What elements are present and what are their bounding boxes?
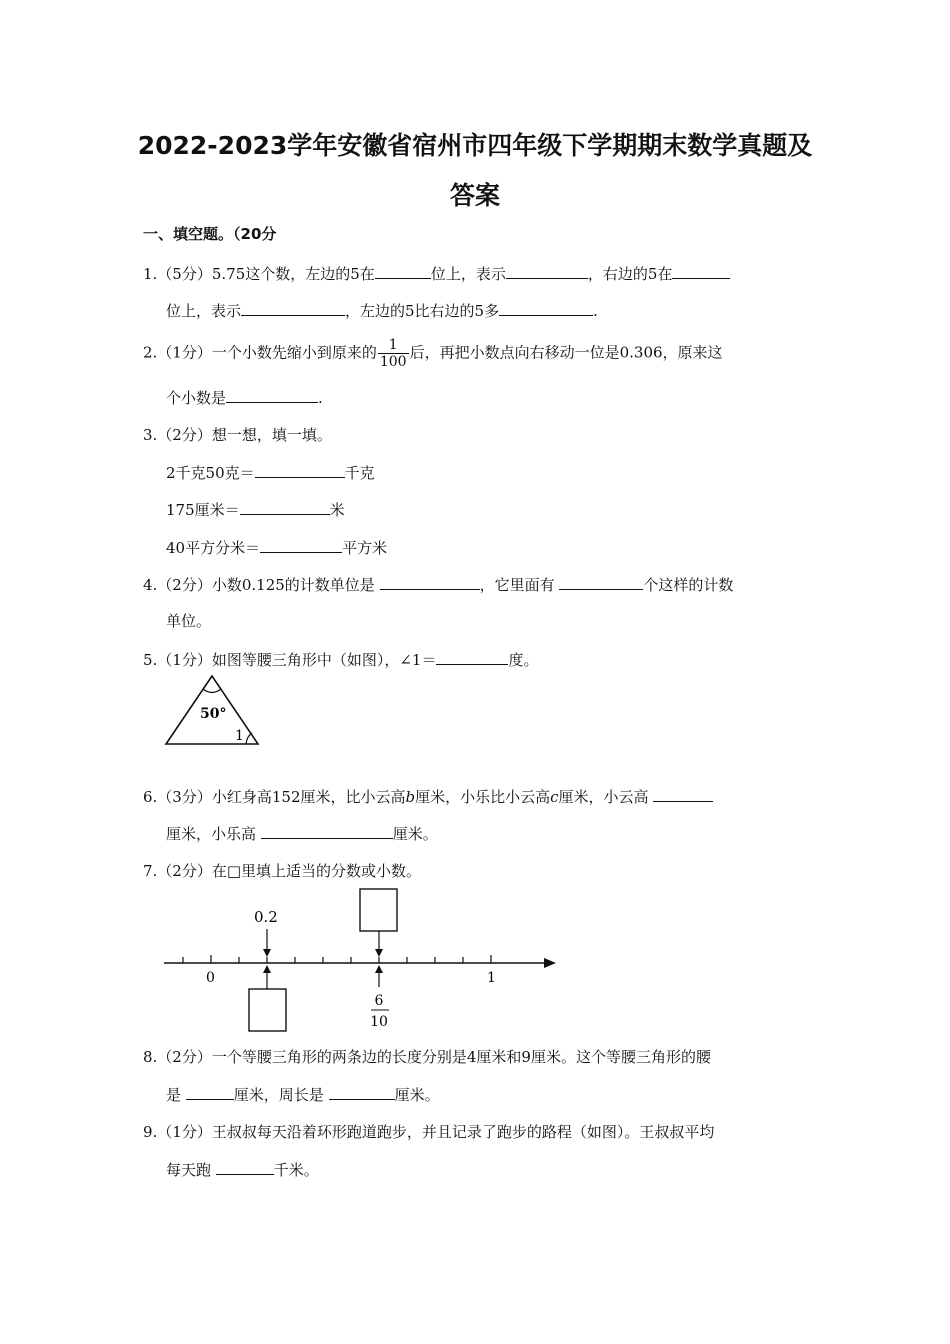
number-line-label-0: 0 [206, 970, 215, 986]
question-1-line-1 [143, 262, 730, 284]
q9-blank[interactable] [216, 1158, 274, 1175]
q2-text-c: 个小数是 [166, 389, 227, 407]
question-5-line-1 [143, 648, 538, 670]
q4-text-b: ，它里面有 [479, 576, 555, 594]
q4-blank-2[interactable] [559, 573, 643, 590]
number-line-label-1: 1 [487, 970, 496, 986]
q1-text-a: 1.（5分）5.75这个数，左边的5在 [143, 265, 375, 283]
question-4-line-1 [143, 573, 733, 595]
q6-text-e: 厘米。 [392, 825, 438, 843]
q4-text-a: 4.（2分）小数0.125的计数单位是 [143, 576, 375, 594]
q5-text-b: 度。 [508, 651, 539, 669]
question-6-line-2 [166, 822, 438, 844]
q3-item-3-left: 40平方分米＝ [166, 539, 261, 557]
q1-blank-4[interactable] [241, 299, 345, 316]
q8-text-c: 厘米，周长是 [233, 1086, 324, 1104]
down-arrow-0-2-head [263, 949, 271, 957]
angle-50-label: 50° [200, 706, 227, 722]
q1-blank-3[interactable] [672, 262, 730, 279]
q2-text-b: 后，再把小数点向右移动一位是0.306，原来这 [409, 343, 723, 362]
q8-text-d: 厘米。 [394, 1086, 440, 1104]
q3-item-1-unit: 千克 [344, 464, 375, 482]
q3-item-3-unit: 平方米 [342, 539, 388, 557]
q8-blank-1[interactable] [186, 1083, 234, 1100]
q2-frac-numerator: 1 [378, 337, 409, 354]
section-heading: 一、填空题。（20分 [143, 225, 277, 243]
q5-blank[interactable] [436, 648, 508, 665]
angle-1-label: 1 [235, 728, 244, 744]
question-4-line-2: 单位。 [166, 612, 212, 630]
q6-blank-1[interactable] [653, 785, 713, 802]
q2-frac-denominator: 100 [379, 354, 407, 370]
up-arrow-6-10-head [375, 965, 383, 973]
q1-blank-1[interactable] [375, 262, 431, 279]
q3-item-2-unit: 米 [329, 501, 345, 519]
q2-blank[interactable] [226, 386, 318, 403]
q5-text-a: 5.（1分）如图等腰三角形中（如图），∠1＝ [143, 651, 437, 669]
q3-blank-1[interactable] [255, 461, 345, 478]
q6-var-b: b [405, 788, 416, 806]
q3-item-2-left: 175厘米＝ [166, 501, 240, 519]
fraction-6-10-denominator: 10 [370, 1014, 388, 1030]
q3-item-2 [166, 498, 345, 520]
q8-blank-2[interactable] [329, 1083, 395, 1100]
q8-text-b: 是 [166, 1086, 182, 1104]
up-arrow-box-head [263, 965, 271, 973]
q6-text-b: 厘米，小乐比小云高 [415, 788, 551, 806]
q3-item-3 [166, 536, 387, 558]
q6-blank-2[interactable] [261, 822, 393, 839]
question-8-line-2 [166, 1083, 440, 1105]
q1-text-d: 位上，表示 [166, 302, 242, 320]
q1-text-c: ，右边的5在 [587, 265, 673, 283]
question-9-line-1: 9.（1分）王叔叔每天沿着环形跑道跑步，并且记录了跑步的路程（如图）。王叔叔平均 [143, 1123, 715, 1141]
fraction-6-10-numerator: 6 [374, 993, 384, 1009]
answer-box-top[interactable] [360, 889, 397, 931]
q3-item-1 [166, 461, 375, 483]
q3-blank-2[interactable] [240, 498, 330, 515]
q6-text-c: 厘米，小云高 [558, 788, 649, 806]
question-9-line-2 [166, 1158, 319, 1180]
q2-fraction [378, 337, 409, 370]
q1-text-f: . [593, 302, 598, 320]
q2-text-a: 2.（1分）一个小数先缩小到原来的 [143, 343, 377, 362]
q3-item-1-left: 2千克50克＝ [166, 464, 255, 482]
question-2-line-2 [166, 386, 323, 408]
q6-text-a: 6.（3分）小红身高152厘米，比小云高 [143, 788, 406, 806]
number-line-figure [160, 885, 560, 1035]
q1-blank-5[interactable] [499, 299, 593, 316]
title-line-1: 2022-2023学年安徽省宿州市四年级下学期期末数学真题及 [137, 131, 813, 160]
q1-text-b: 位上，表示 [430, 265, 506, 283]
down-arrow-box-head [375, 949, 383, 957]
question-2-line-1 [143, 337, 723, 370]
q6-text-d: 厘米，小乐高 [166, 825, 257, 843]
question-1-line-2 [166, 299, 598, 321]
q6-var-c: c [550, 788, 559, 806]
answer-box-bottom[interactable] [249, 989, 286, 1031]
q9-text-c: 千米。 [273, 1161, 319, 1179]
q3-blank-3[interactable] [260, 536, 342, 553]
question-7-title: 7.（2分）在□里填上适当的分数或小数。 [143, 862, 422, 880]
question-6-line-1 [143, 785, 713, 807]
q9-text-b: 每天跑 [166, 1161, 212, 1179]
question-8-line-1: 8.（2分）一个等腰三角形的两条边的长度分别是4厘米和9厘米。这个等腰三角形的腰 [143, 1048, 711, 1066]
q4-text-c: 个这样的计数 [643, 576, 734, 594]
number-line-ticks [183, 955, 491, 963]
q4-blank-1[interactable] [380, 573, 480, 590]
number-line-arrowhead [544, 958, 556, 968]
isosceles-triangle-figure [162, 672, 262, 748]
top-angle-arc [203, 689, 221, 693]
q1-blank-2[interactable] [506, 262, 588, 279]
question-3-title: 3.（2分）想一想，填一填。 [143, 426, 332, 444]
q2-text-d: . [318, 389, 323, 407]
number-line-label-0-2: 0.2 [254, 908, 278, 926]
title-line-2: 答案 [449, 181, 500, 210]
q1-text-e: ，左边的5比右边的5多 [345, 302, 500, 320]
